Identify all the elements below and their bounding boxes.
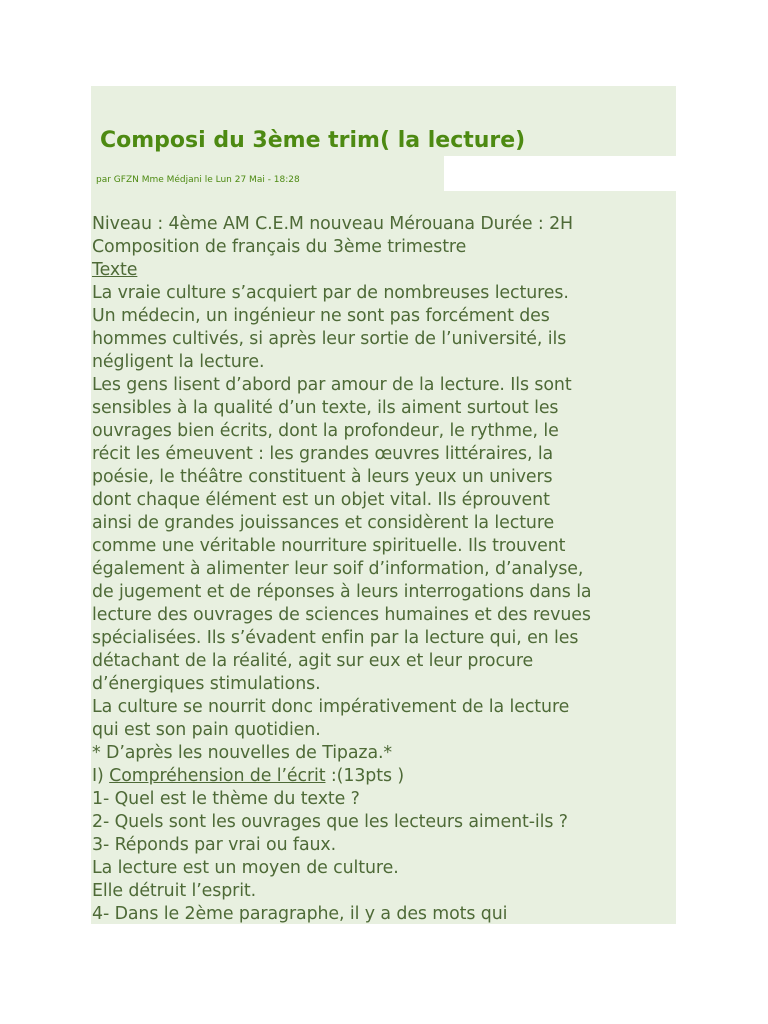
question-line: 4- Dans le 2ème paragraphe, il y a des mots qui — [92, 904, 508, 924]
section-title: Compréhension de l’écrit — [109, 766, 326, 786]
text-line: ainsi de grandes jouissances et considèrent la lecture — [92, 513, 555, 533]
section-heading-texte: Texte — [92, 260, 138, 280]
document-body — [92, 213, 682, 926]
text-line: hommes cultivés, si après leur sortie de l’université, ils — [92, 329, 567, 349]
text-line: lecture des ouvrages de sciences humaines et des revues — [92, 605, 591, 625]
text-line: poésie, le théâtre constituent à leurs yeux un univers — [92, 467, 553, 487]
text-line: d’énergiques stimulations. — [92, 674, 321, 694]
post-meta-strip — [91, 156, 676, 191]
text-line-exam-title: Composition de français du 3ème trimestre — [92, 237, 467, 257]
document-page — [91, 86, 676, 924]
text-source: * D’après les nouvelles de Tipaza.* — [92, 743, 393, 763]
text-line: également à alimenter leur soif d’information, d’analyse, — [92, 559, 584, 579]
section-prefix: I) — [92, 766, 110, 786]
question-line: 1- Quel est le thème du texte ? — [92, 789, 360, 809]
question-line: La lecture est un moyen de culture. — [92, 858, 399, 878]
text-line: La vraie culture s’acquiert par de nombreuses lectures. — [92, 283, 569, 303]
post-meta: par GFZN Mme Médjani le Lun 27 Mai - 18:28 — [96, 175, 300, 185]
text-line: Les gens lisent d’abord par amour de la lecture. Ils sont — [92, 375, 572, 395]
text-line: spécialisées. Ils s’évadent enfin par la lecture qui, en les — [92, 628, 579, 648]
text-line: Un médecin, un ingénieur ne sont pas forcément des — [92, 306, 550, 326]
text-line: détachant de la réalité, agit sur eux et leur procure — [92, 651, 534, 671]
text-line: comme une véritable nourriture spirituelle. Ils trouvent — [92, 536, 566, 556]
text-line-level: Niveau : 4ème AM C.E.M nouveau Mérouana Durée : 2H — [92, 214, 574, 234]
section-heading-comprehension — [92, 765, 682, 788]
text-line: sensibles à la qualité d’un texte, ils aiment surtout les — [92, 398, 559, 418]
question-line: Elle détruit l’esprit. — [92, 881, 257, 901]
text-line: négligent la lecture. — [92, 352, 265, 372]
text-line: de jugement et de réponses à leurs interrogations dans la — [92, 582, 592, 602]
question-line: 2- Quels sont les ouvrages que les lecteurs aiment-ils ? — [92, 812, 568, 832]
text-line: ouvrages bien écrits, dont la profondeur, le rythme, le — [92, 421, 559, 441]
text-line: récit les émeuvent : les grandes œuvres littéraires, la — [92, 444, 554, 464]
section-points: :(13pts ) — [325, 766, 405, 786]
post-title[interactable]: Composi du 3ème trim( la lecture) — [100, 128, 526, 153]
text-line: qui est son pain quotidien. — [92, 720, 321, 740]
text-line: dont chaque élément est un objet vital. Ils éprouvent — [92, 490, 550, 510]
question-line: 3- Réponds par vrai ou faux. — [92, 835, 337, 855]
meta-blank-area — [444, 156, 676, 191]
text-line: La culture se nourrit donc impérativement de la lecture — [92, 697, 570, 717]
